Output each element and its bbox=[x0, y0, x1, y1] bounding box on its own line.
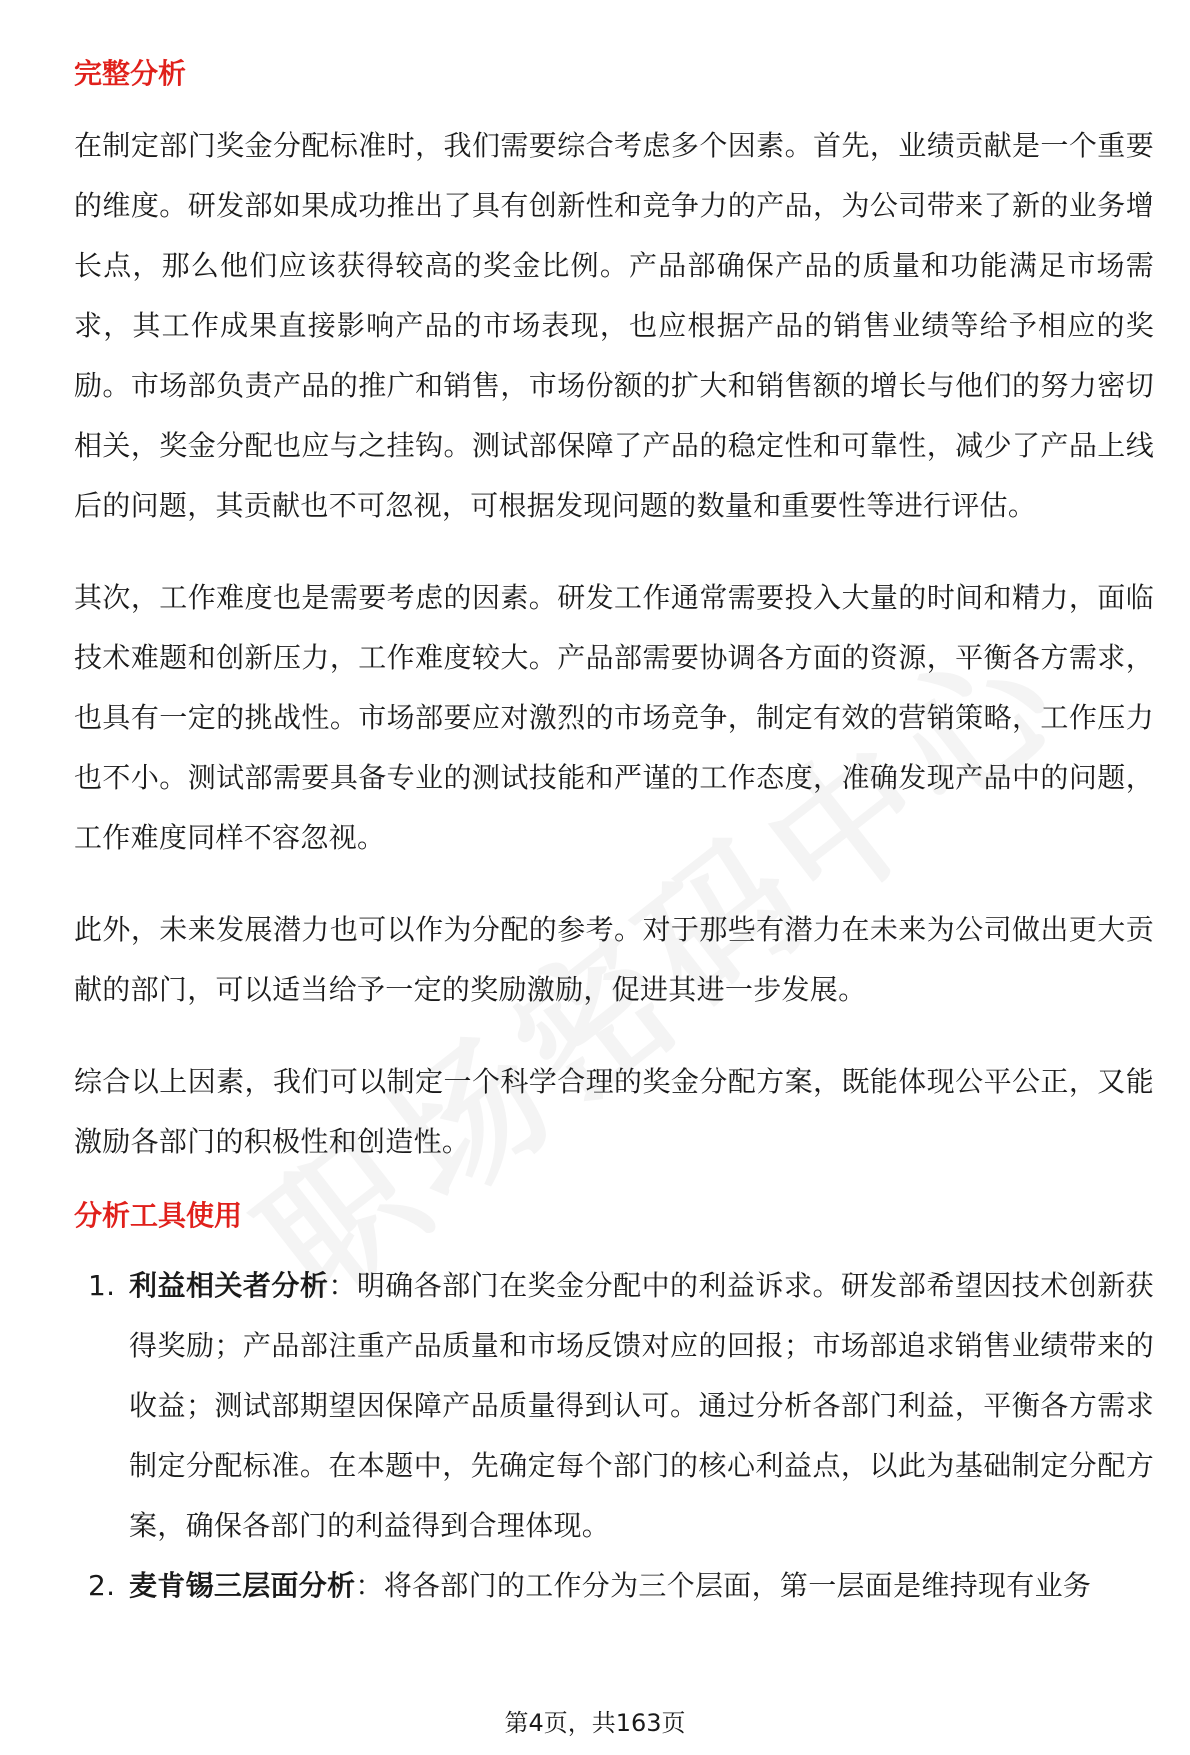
paragraph-performance: 在制定部门奖金分配标准时，我们需要综合考虑多个因素。首先，业绩贡献是一个重要的维度。研发部如果成功推出了具有创新性和竞争力的产品，为公司带来了新的业务增长点，那么他们应该获得较高的奖金比例。产品部确保产品的质量和功能满足市场需求，其工作成果直接影响产品的市场表现，也应根据产品的销售业绩等给予相应的奖励。市场部负责产品的推广和销售，市场份额的扩大和销售额的增长与他们的努力密切相关，奖金分配也应与之挂钩。测试部保障了产品的稳定性和可靠性，减少了产品上线后的问题，其贡献也不可忽视，可根据发现问题的数量和重要性等进行评估。 bbox=[74, 129, 1154, 522]
paragraph-summary: 综合以上因素，我们可以制定一个科学合理的奖金分配方案，既能体现公平公正，又能激励各部门的积极性和创造性。 bbox=[74, 1065, 1154, 1158]
page-number-footer: 第4页，共163页 bbox=[504, 1709, 686, 1737]
list-item-term: 麦肯锡三层面分析 bbox=[129, 1569, 356, 1602]
list-item-number: 2. bbox=[88, 1569, 116, 1602]
list-item bbox=[74, 1256, 1154, 1556]
content-area bbox=[74, 52, 1154, 1616]
list-item bbox=[74, 1556, 1154, 1616]
heading-full-analysis: 完整分析 bbox=[74, 57, 187, 90]
list-item-text: ：明确各部门在奖金分配中的利益诉求。研发部希望因技术创新获得奖励；产品部注重产品质量和市场反馈对应的回报；市场部追求销售业绩带来的收益；测试部期望因保障产品质量得到认可。通过分析各部门利益，平衡各方需求制定分配标准。在本题中，先确定每个部门的核心利益点，以此为基础制定分配方案，确保各部门的利益得到合理体现。 bbox=[129, 1269, 1154, 1542]
paragraph-difficulty: 其次，工作难度也是需要考虑的因素。研发工作通常需要投入大量的时间和精力，面临技术难题和创新压力，工作难度较大。产品部需要协调各方面的资源，平衡各方需求，也具有一定的挑战性。市场部要应对激烈的市场竞争，制定有效的营销策略，工作压力也不小。测试部需要具备专业的测试技能和严谨的工作态度，准确发现产品中的问题，工作难度同样不容忽视。 bbox=[74, 581, 1154, 854]
list-item-text: ：将各部门的工作分为三个层面，第一层面是维持现有业务 bbox=[355, 1569, 1092, 1602]
list-item-number: 1. bbox=[88, 1269, 116, 1302]
heading-tools: 分析工具使用 bbox=[74, 1199, 243, 1232]
list-item-term: 利益相关者分析 bbox=[129, 1269, 329, 1302]
tools-list bbox=[74, 1256, 1154, 1616]
paragraph-potential: 此外，未来发展潜力也可以作为分配的参考。对于那些有潜力在未来为公司做出更大贡献的部门，可以适当给予一定的奖励激励，促进其进一步发展。 bbox=[74, 913, 1154, 1006]
